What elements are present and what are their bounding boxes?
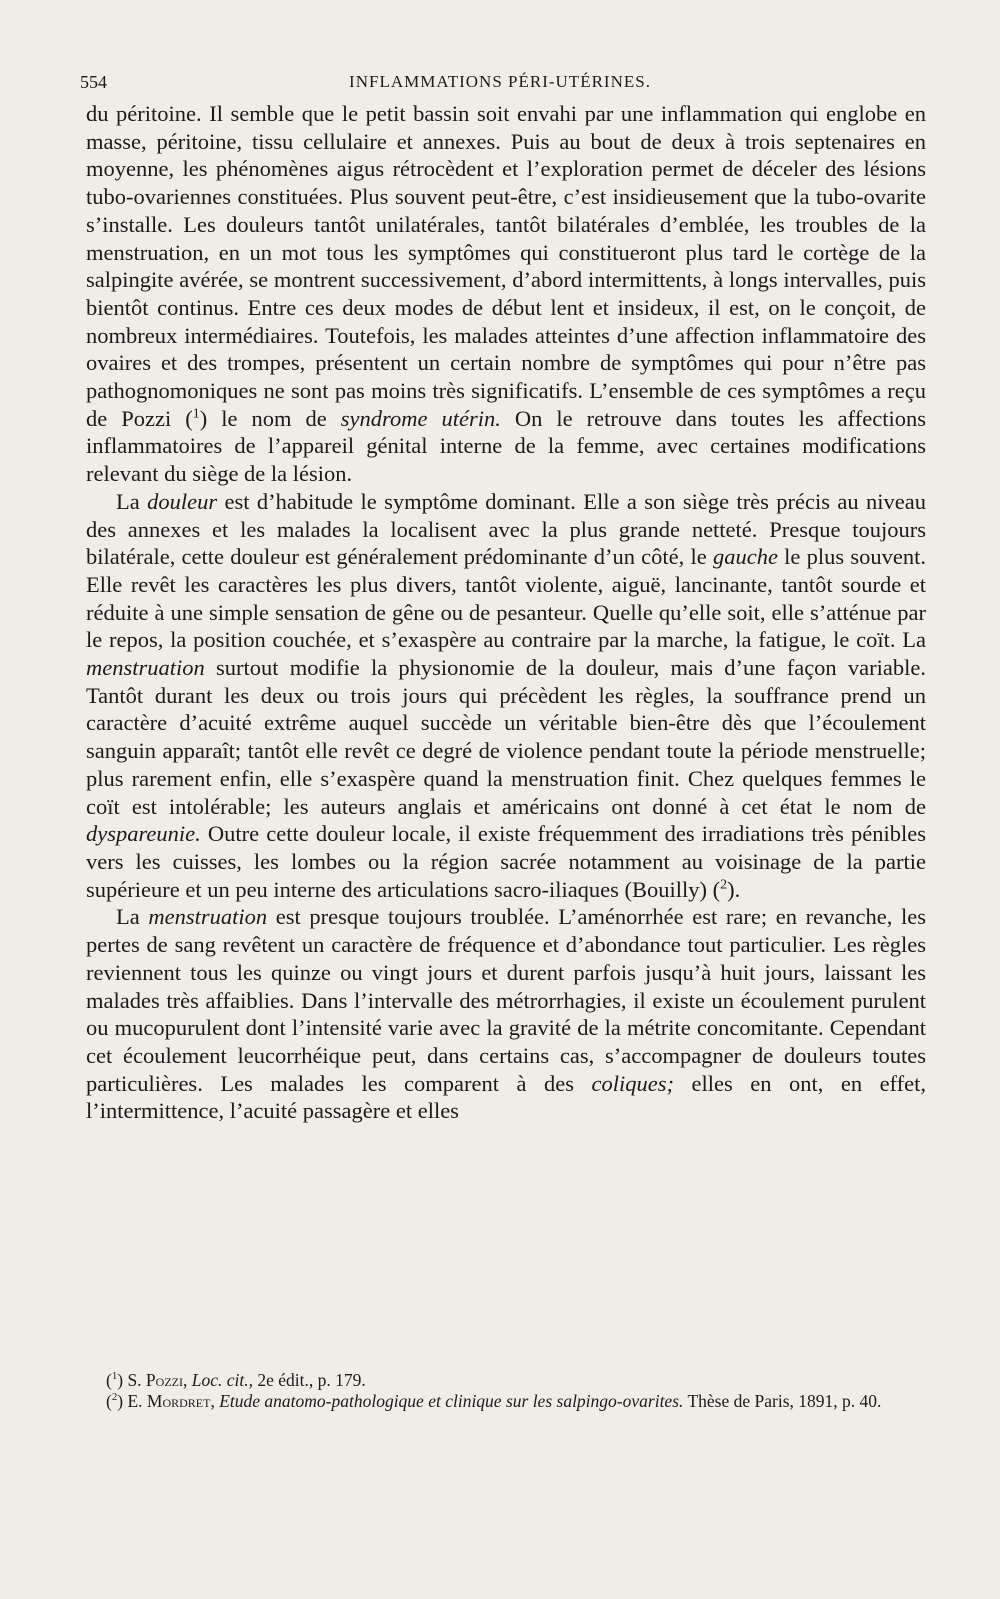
emphasis-dyspareunie: dyspareunie. (86, 821, 201, 847)
page-header (80, 70, 920, 100)
paragraph-3: La menstruation est presque toujours troublée. L’aménorrhée est rare; en revanche, les pertes de sang revêtent un caractère de fréquence et d’abondance tout particulier. Les règles reviennent tous les quinze ou vingt jours et durent parfois jusqu’à huit jours, laissant les malades très affaiblies. Dans l’intervalle des métrorrhagies, il existe un écoulement purulent ou mucopurulent dont l’intensité varie avec la gravité de la métrite concomitante. Cependant cet écoulement leucorrhéique peut, dans certains cas, s’accompagner de douleurs toutes particulières. Les malades les comparent à des coliques; elles en ont, en effet, l’intermittence, l’acuité passagère et elles (86, 904, 926, 1124)
page-number: 554 (80, 72, 107, 92)
emphasis-coliques: coliques; (591, 1070, 674, 1096)
paragraph-2: La douleur est d’habitude le symptôme dominant. Elle a son siège très précis au niveau des annexes et les malades la localisent avec la plus grande netteté. Presque toujours bilatérale, cette douleur est généralement prédominante d’un côté, le gauche le plus souvent. Elle revêt les caractères les plus divers, tantôt violente, aiguë, lancinante, tantôt sourde et réduite à une simple sensation de gêne ou de pesanteur. Quelle qu’elle soit, elle s’atténue par le repos, la position couchée, et s’exaspère au contraire par la marche, la fatigue, le coït. La menstruation surtout modifie la physionomie de la douleur, mais d’une façon variable. Tantôt durant les deux ou trois jours qui précèdent les règles, la souffrance prend un caractère d’acuité extrême auquel succède un véritable bien-être dès que l’écoulement sanguin apparaît; tantôt elle revêt ce degré de violence pendant toute la période menstruelle; plus rarement enfin, elle s’exaspère quand la menstruation finit. Chez quelques femmes le coït est intolérable; les auteurs anglais et américains ont donné à cet état le nom de dyspareunie. Outre cette douleur locale, il existe fréquemment des irradiations très pénibles vers les cuisses, les lombes ou la région sacrée notamment au voisinage de la partie supérieure et un peu interne des articulations sacro-iliaques (Bouilly) ($^2$). (86, 488, 926, 902)
emphasis-syndrome-uterin: syndrome utérin. (340, 405, 501, 431)
emphasis-menstruation-2: menstruation (148, 904, 268, 930)
running-title: INFLAMMATIONS PÉRI-UTÉRINES. (349, 72, 651, 91)
paragraph-1: du péritoine. Il semble que le petit bassin soit envahi par une inflammation qui englobe en masse, péritoine, tissu cellulaire et annexes. Puis au bout de deux à trois septenaires en moyenne, les phénomènes aigus rétrocèdent et l’exploration permet de déceler des lésions tubo-ovariennes constituées. Plus souvent peut-être, c’est insidieusement que la tubo-ovarite s’installe. Les douleurs tantôt unilatérales, tantôt bilatérales d’emblée, les troubles de la menstruation, en un mot tous les symptômes qui constitueront plus tard le cortège de la salpingite avérée, se montrent successivement, d’abord intermittents, à longs intervalles, puis bientôt continus. Entre ces deux modes de début lent et insideux, il est, on le conçoit, de nombreux intermédiaires. Toutefois, les malades atteintes d’une affection inflammatoire des ovaires et des trompes, présentent un certain nombre de symptômes qui pour n’être pas pathognomoniques ne sont pas moins très significatifs. L’ensemble de ces symptômes a reçu de Pozzi ($^1$) le nom de syndrome utérin. On le retrouve dans toutes les affections inflammatoires de l’appareil génital interne de la femme, avec certaines modifications relevant du siège de la lésion. (86, 101, 926, 487)
body-text (86, 100, 926, 1125)
footnote-2: ($^2$) E. Mordret, Etude anatomo-pathologique et clinique sur les salpingo-ovarites. Thèse de Paris, 1891, p. 40. (106, 1391, 882, 1411)
footnote-1: ($^1$) S. Pozzi, Loc. cit., 2e édit., p. 179. (106, 1370, 366, 1390)
footnotes (86, 1370, 926, 1412)
emphasis-gauche: gauche (712, 544, 778, 570)
footnote-ref-1: 1 (192, 406, 200, 422)
emphasis-menstruation: menstruation (86, 655, 205, 681)
footnote-ref-2: 2 (720, 877, 728, 893)
emphasis-douleur: douleur (147, 488, 218, 514)
